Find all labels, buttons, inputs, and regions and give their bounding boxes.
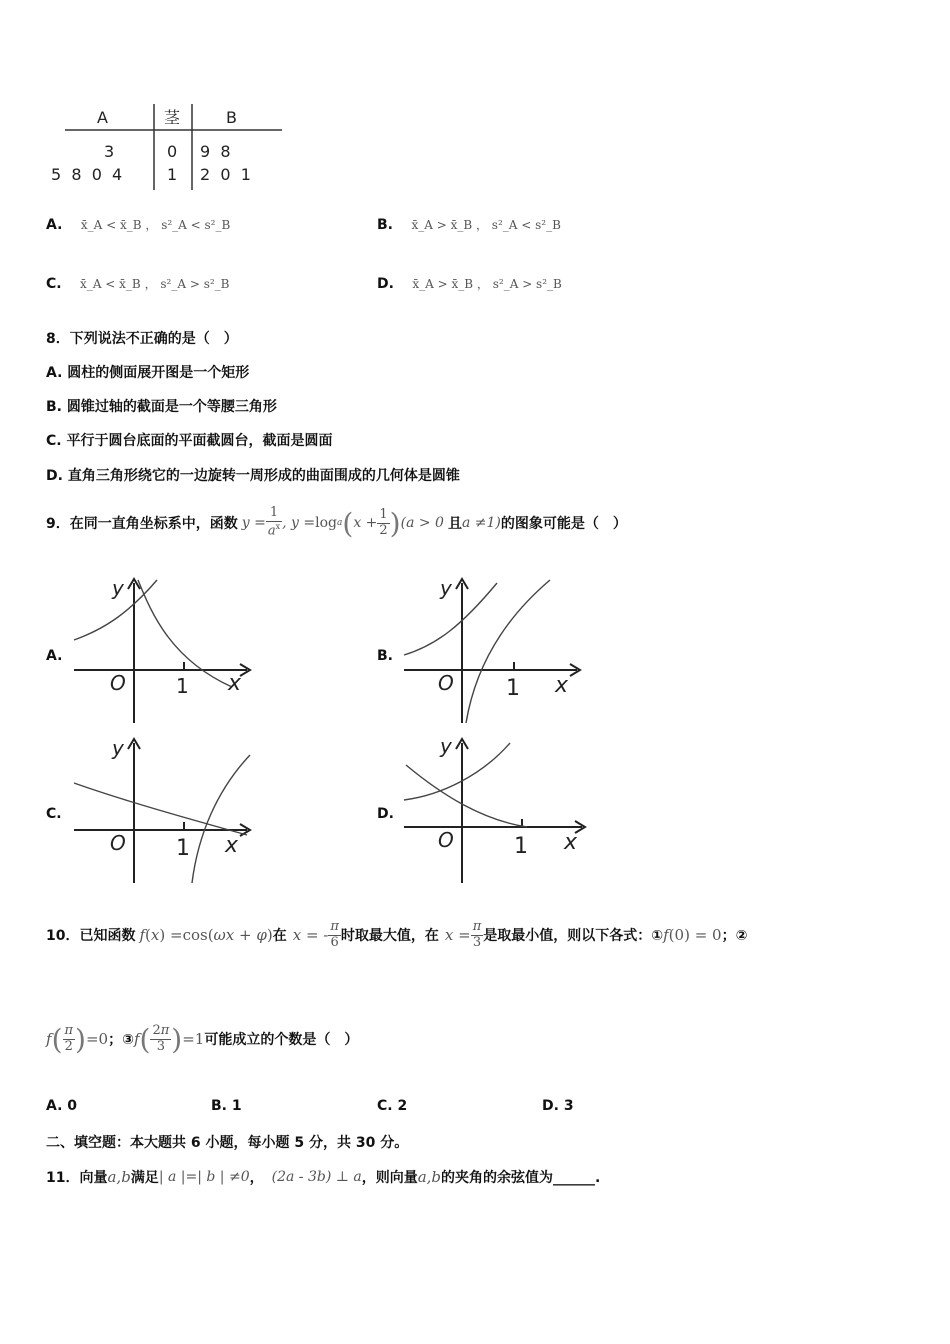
q10-stem-cont: f ( $\frac{\pi}{2}$ ) =0 ；③ f ( $\frac{2\pi}{3}$ ) =1 可能成立的个数是（ ） <box>46 1022 359 1056</box>
q9-option-d-label[interactable]: D. <box>377 806 394 822</box>
svg-text:O: O <box>110 831 126 855</box>
svg-text:1: 1 <box>176 674 189 698</box>
q8-stem: 8．下列说法不正确的是（ ） <box>46 331 238 347</box>
q8-option-c[interactable]: C. 平行于圆台底面的平面截圆台，截面是圆面 <box>46 433 333 449</box>
q9-graph-b[interactable] <box>402 575 587 725</box>
q8-option-a[interactable]: A. 圆柱的侧面展开图是一个矩形 <box>46 365 250 381</box>
q7-option-c[interactable]: C. x̄_A < x̄_B ， s²_A > s²_B <box>46 276 230 292</box>
svg-text:O: O <box>438 671 454 695</box>
q7-option-d-text: x̄_A > x̄_B ， s²_A > s²_B <box>412 277 562 291</box>
header-a: A <box>97 108 108 127</box>
row2-right: 2 0 1 <box>200 165 251 184</box>
svg-text:y: y <box>112 576 124 600</box>
svg-text:O: O <box>110 671 126 695</box>
q7-option-c-text: x̄_A < x̄_B ， s²_A > s²_B <box>80 277 230 291</box>
svg-text:1: 1 <box>506 676 520 701</box>
q10-option-b[interactable]: B. 1 <box>211 1098 242 1114</box>
q9-graph-d[interactable] <box>402 735 592 885</box>
q7-option-b[interactable]: B. x̄_A > x̄_B ， s²_A < s²_B <box>377 217 561 233</box>
q9-option-c-label[interactable]: C. <box>46 806 62 822</box>
q10-option-d[interactable]: D. 3 <box>542 1098 574 1114</box>
row1-stem: 0 <box>167 142 178 161</box>
row1-left: 3 <box>104 142 115 161</box>
row2-stem: 1 <box>167 165 178 184</box>
q9-graph-a[interactable] <box>72 575 257 725</box>
svg-text:x: x <box>555 673 569 698</box>
q9-stem: 9．在同一直角坐标系中，函数 y = $\frac{1}{a^x}$ , y = log a ( x + $\frac{1}{2}$ ) (a > 0 且 a ≠1) 的图象可能是（ ） <box>46 505 627 540</box>
q10-stem: 10．已知函数 f ( x ) =cos( ωx + φ ) 在 x = - $\frac{\pi}{6}$ 时取最大值，在 x = $\frac{\pi}{3}$ 是取最小值，则以下各式：① f (0) = 0 ；② <box>46 918 748 950</box>
header-stem: 茎 <box>164 108 181 127</box>
q11-stem: 11．向量 a,b 满足 | a |=| b | ≠0 ， (2a - 3b) ⊥ a ，则向量 a,b 的夹角的余弦值为______. <box>46 1168 601 1186</box>
q9-option-a-label[interactable]: A. <box>46 648 63 664</box>
stem-leaf-table <box>40 98 300 193</box>
svg-text:x: x <box>564 830 578 855</box>
svg-text:1: 1 <box>176 836 190 861</box>
q10-option-a[interactable]: A. 0 <box>46 1098 78 1114</box>
svg-text:x: x <box>225 833 239 858</box>
svg-text:y: y <box>440 735 452 758</box>
q10-option-c[interactable]: C. 2 <box>377 1098 408 1114</box>
svg-text:x: x <box>228 671 242 696</box>
section-2-heading: 二、填空题：本大题共 6 小题，每小题 5 分，共 30 分。 <box>46 1135 409 1151</box>
row2-left: 5 8 0 4 <box>51 165 123 184</box>
header-b: B <box>226 108 237 127</box>
row1-right: 9 8 <box>200 142 231 161</box>
q8-option-d[interactable]: D. 直角三角形绕它的一边旋转一周形成的曲面围成的几何体是圆锥 <box>46 468 460 484</box>
svg-text:O: O <box>438 828 454 852</box>
q8-option-b[interactable]: B. 圆锥过轴的截面是一个等腰三角形 <box>46 399 277 415</box>
q7-option-a[interactable]: A. x̄_A < x̄_B ， s²_A < s²_B <box>46 217 231 233</box>
q7-option-a-text: x̄_A < x̄_B ， s²_A < s²_B <box>80 218 231 232</box>
svg-text:y: y <box>112 736 124 760</box>
q9-option-b-label[interactable]: B. <box>377 648 393 664</box>
q9-graph-c[interactable] <box>72 735 257 885</box>
svg-text:y: y <box>440 576 452 600</box>
svg-text:1: 1 <box>514 834 528 859</box>
q7-option-d[interactable]: D. x̄_A > x̄_B ， s²_A > s²_B <box>377 276 562 292</box>
q7-option-b-text: x̄_A > x̄_B ， s²_A < s²_B <box>411 218 561 232</box>
